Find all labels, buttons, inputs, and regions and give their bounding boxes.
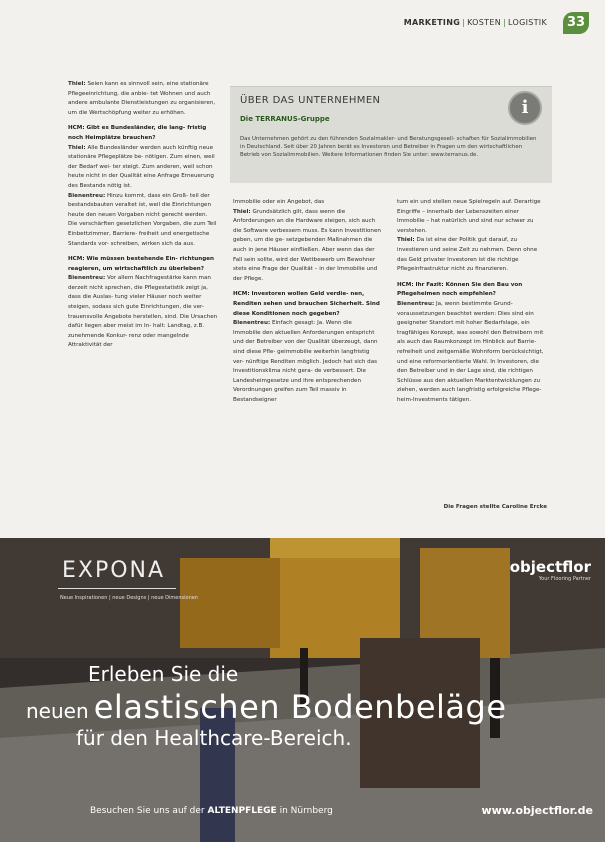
page-number-badge: 33 [563, 12, 589, 34]
speaker-name: Thiel: [68, 144, 86, 151]
interview-answer [68, 80, 218, 118]
interview-answer [233, 208, 381, 285]
answer-text: Einfach gesagt: Ja. Wenn die Immobilie den aktuellen Anforderungen entspricht und der Betreiber von der Qualität überzeugt, dann sind diese Pfle- geimmobilie weiterhin langfristig ver- nünftige Renditen möglich. Jedoch hat sich das Investitionsklima nicht gera- de verbessert. Die Landesheimgesetze und ihre entsprechenden Verordnungen greifen zum Teil massiv in Bestandseigner [233, 320, 378, 403]
objectflor-logo-tagline: Your Flooring Partner [538, 576, 591, 582]
section-marketing: MARKETING [403, 18, 461, 27]
info-box-title: ÜBER DAS UNTERNEHMEN [240, 95, 381, 106]
interview-answer [397, 198, 547, 236]
interview-credit: Die Fragen stellte Caroline Ercke [443, 504, 547, 510]
interview-answer [397, 300, 547, 406]
objectflor-logo: objectflor [509, 558, 591, 576]
ad-brand-tagline: Neue Inspirationen | neue Designs | neue Dimensionen [60, 595, 198, 601]
answer-text: Seien kann es sinnvoll sein, eine stationäre Pflegeeinrichtung, die anbie- tet Wohnen und auch andere ambulante Dienstleistungen zu organisieren, um die Wertschöpfung weiter zu erhöhen. [68, 81, 216, 116]
interview-answer [68, 274, 218, 351]
advertisement-banner [0, 538, 605, 842]
ad-brand-name: EXPONA [62, 558, 166, 583]
info-box-text: Das Unternehmen gehört zu den führenden Sozialmakler- und Beratungsgesell- schaften für Sozialimmobilien in Deutschland. Seit über 20 Jahren berät es Investoren und Betreiber in Fragen um den wirtschaftlichen Betrieb von Sozialimmobilien. Weitere Informationen finden Sie unter: www.terranus.de. [240, 136, 537, 159]
speaker-name: Thiel: [68, 81, 86, 87]
article-column-1 [68, 80, 218, 351]
article-column-3 [397, 198, 547, 405]
speaker-name: Bienentreu: [397, 300, 435, 307]
answer-text: tum ein und stellen neue Spielregeln auf. Derartige Eingriffe – innerhalb der Lebenszeiten einer Immobilie – hat natürlich und sind nur schwer zu verstehen. [397, 199, 541, 234]
ad-headline-line3: für den Healthcare-Bereich. [76, 726, 352, 750]
ad-website-link[interactable]: www.objectflor.de [481, 804, 593, 817]
interview-question: HCM: Gibt es Bundesländer, die lang- fristig noch Heimplätze brauchen? [68, 125, 207, 141]
interview-answer [68, 192, 218, 250]
ad-headline-big: elastischen Bodenbeläge [93, 688, 507, 726]
answer-text: Alle Bundesländer werden auch künftig neue stationäre Pflegeplätze be- nötigen. Zum einen, weil der Bedarf wei- ter steigt. Zum anderen, weil schon heute nicht in der Qualität eine Anfrage Erneuerung des Bestands nötig ist. [68, 144, 215, 189]
interview-question: HCM: Wie müssen bestehende Ein- richtungen reagieren, um wirtschaftlich zu überleben? [68, 256, 215, 272]
info-box-subtitle: Die TERRANUS-Gruppe [240, 115, 330, 123]
ad-footer-prefix: Besuchen Sie uns auf der [90, 806, 205, 816]
ad-headline-line1: Erleben Sie die [88, 662, 239, 686]
ad-footer-suffix: in Nürnberg [279, 806, 333, 816]
speaker-name: Bienentreu: [68, 192, 106, 199]
ad-headline-small: neuen [26, 699, 89, 723]
speaker-name: Thiel: [397, 237, 415, 244]
company-info-box [230, 86, 552, 183]
interview-answer [397, 236, 547, 274]
page-header [390, 10, 593, 36]
section-breadcrumb: MARKETING | KOSTEN | LOGISTIK [403, 18, 547, 27]
answer-text: Ja, wenn bestimmte Grund- voraussetzungen beachtet werden: Dies sind ein geeigneter Standort mit hoher Bedarfslage, ein tragfähiges Konzept, was sowohl den Betreibern mit als auch das Raumkonzept im Hinblick auf Barrie- refreiheit und zeitgemäße Wohnform berücksichtigt, und eine reformorientierte Wahl. In Investoren, die den Betreiber und in der Lage sind, die richtigen Schlüsse aus den aktuellen Marktentwicklungen zu ziehen, werden auch langfristig erfolgreiche Pflege- heim-Investments tätigen. [397, 300, 544, 403]
ad-brand-underline [58, 588, 176, 589]
section-logistik: LOGISTIK [508, 18, 547, 27]
info-icon: i [508, 91, 542, 125]
speaker-name: Thiel: [233, 208, 251, 215]
ad-footer-event: ALTENPFLEGE [207, 806, 277, 816]
answer-text: Vor allem Nachfragestärke kann man derzeit nicht sprechen, die Pflegestatistik zeigt ja, dass die Auslas- tung vieler Häuser noch weiter steigen, sodass sich gute Einrichtungen, die ver- trauensvolle Angebote herstellen, sind. Die Ursachen dafür liegen aber meist im In- halt: Landtag, z.B. zunehmende Konkur- renz oder mangelnde Attraktivität der [68, 275, 218, 349]
section-kosten: KOSTEN [467, 18, 501, 27]
interview-answer [68, 144, 218, 192]
speaker-name: Bienentreu: [68, 275, 106, 282]
ad-headline-line2 [26, 688, 507, 726]
answer-text: Grundsätzlich gilt, dass wenn die Anforderungen an die Hardware steigen, sich auch die Software verbessern muss. Es kann Investitionen geben, um die ge- setzgebenden Maßnahmen die auch in jene Häuser einfließen. Aber wenn das der Fall sein sollte, wird der Wettbewerb um Bewohner stets eine Frage der Qualität – in der Immobilie und der Pflege. [233, 208, 381, 282]
interview-answer [233, 319, 381, 405]
interview-question: HCM: Ihr Fazit: Können Sie den Bau von Pflegeheimen noch empfehlen? [397, 281, 523, 298]
interview-answer [233, 198, 381, 208]
answer-text: Hinzu kommt, dass ein Groß- teil der bestandsbauten veraltet ist, weil die Einrichtungen heute den neuen Vorgaben nicht gerecht werden. Die verschärften gesetzlichen Vorgaben, die zum Teil Einbettzimmer, Barriere- freiheit und energetische Standards vor- schreiben, wirken sich da aus. [68, 192, 217, 247]
article-column-2 [233, 198, 381, 405]
interview-question: HCM: Investoren wollen Geld verdie- nen, Renditen sehen und brauchen Sicherheit. Sind diese Konditionen noch gegeben? [233, 291, 380, 317]
answer-text: Immobilie oder ein Angebot, das [233, 199, 325, 205]
speaker-name: Bienentreu: [233, 320, 271, 327]
answer-text: Da ist eine der Politik gut darauf, zu investieren und seine Zeit zu nehmen. Denn ohne das Geld privater Investoren ist die richtige Pflegeinfrastruktur nicht zu finanzieren. [397, 237, 538, 273]
ad-footer-text [90, 806, 333, 816]
